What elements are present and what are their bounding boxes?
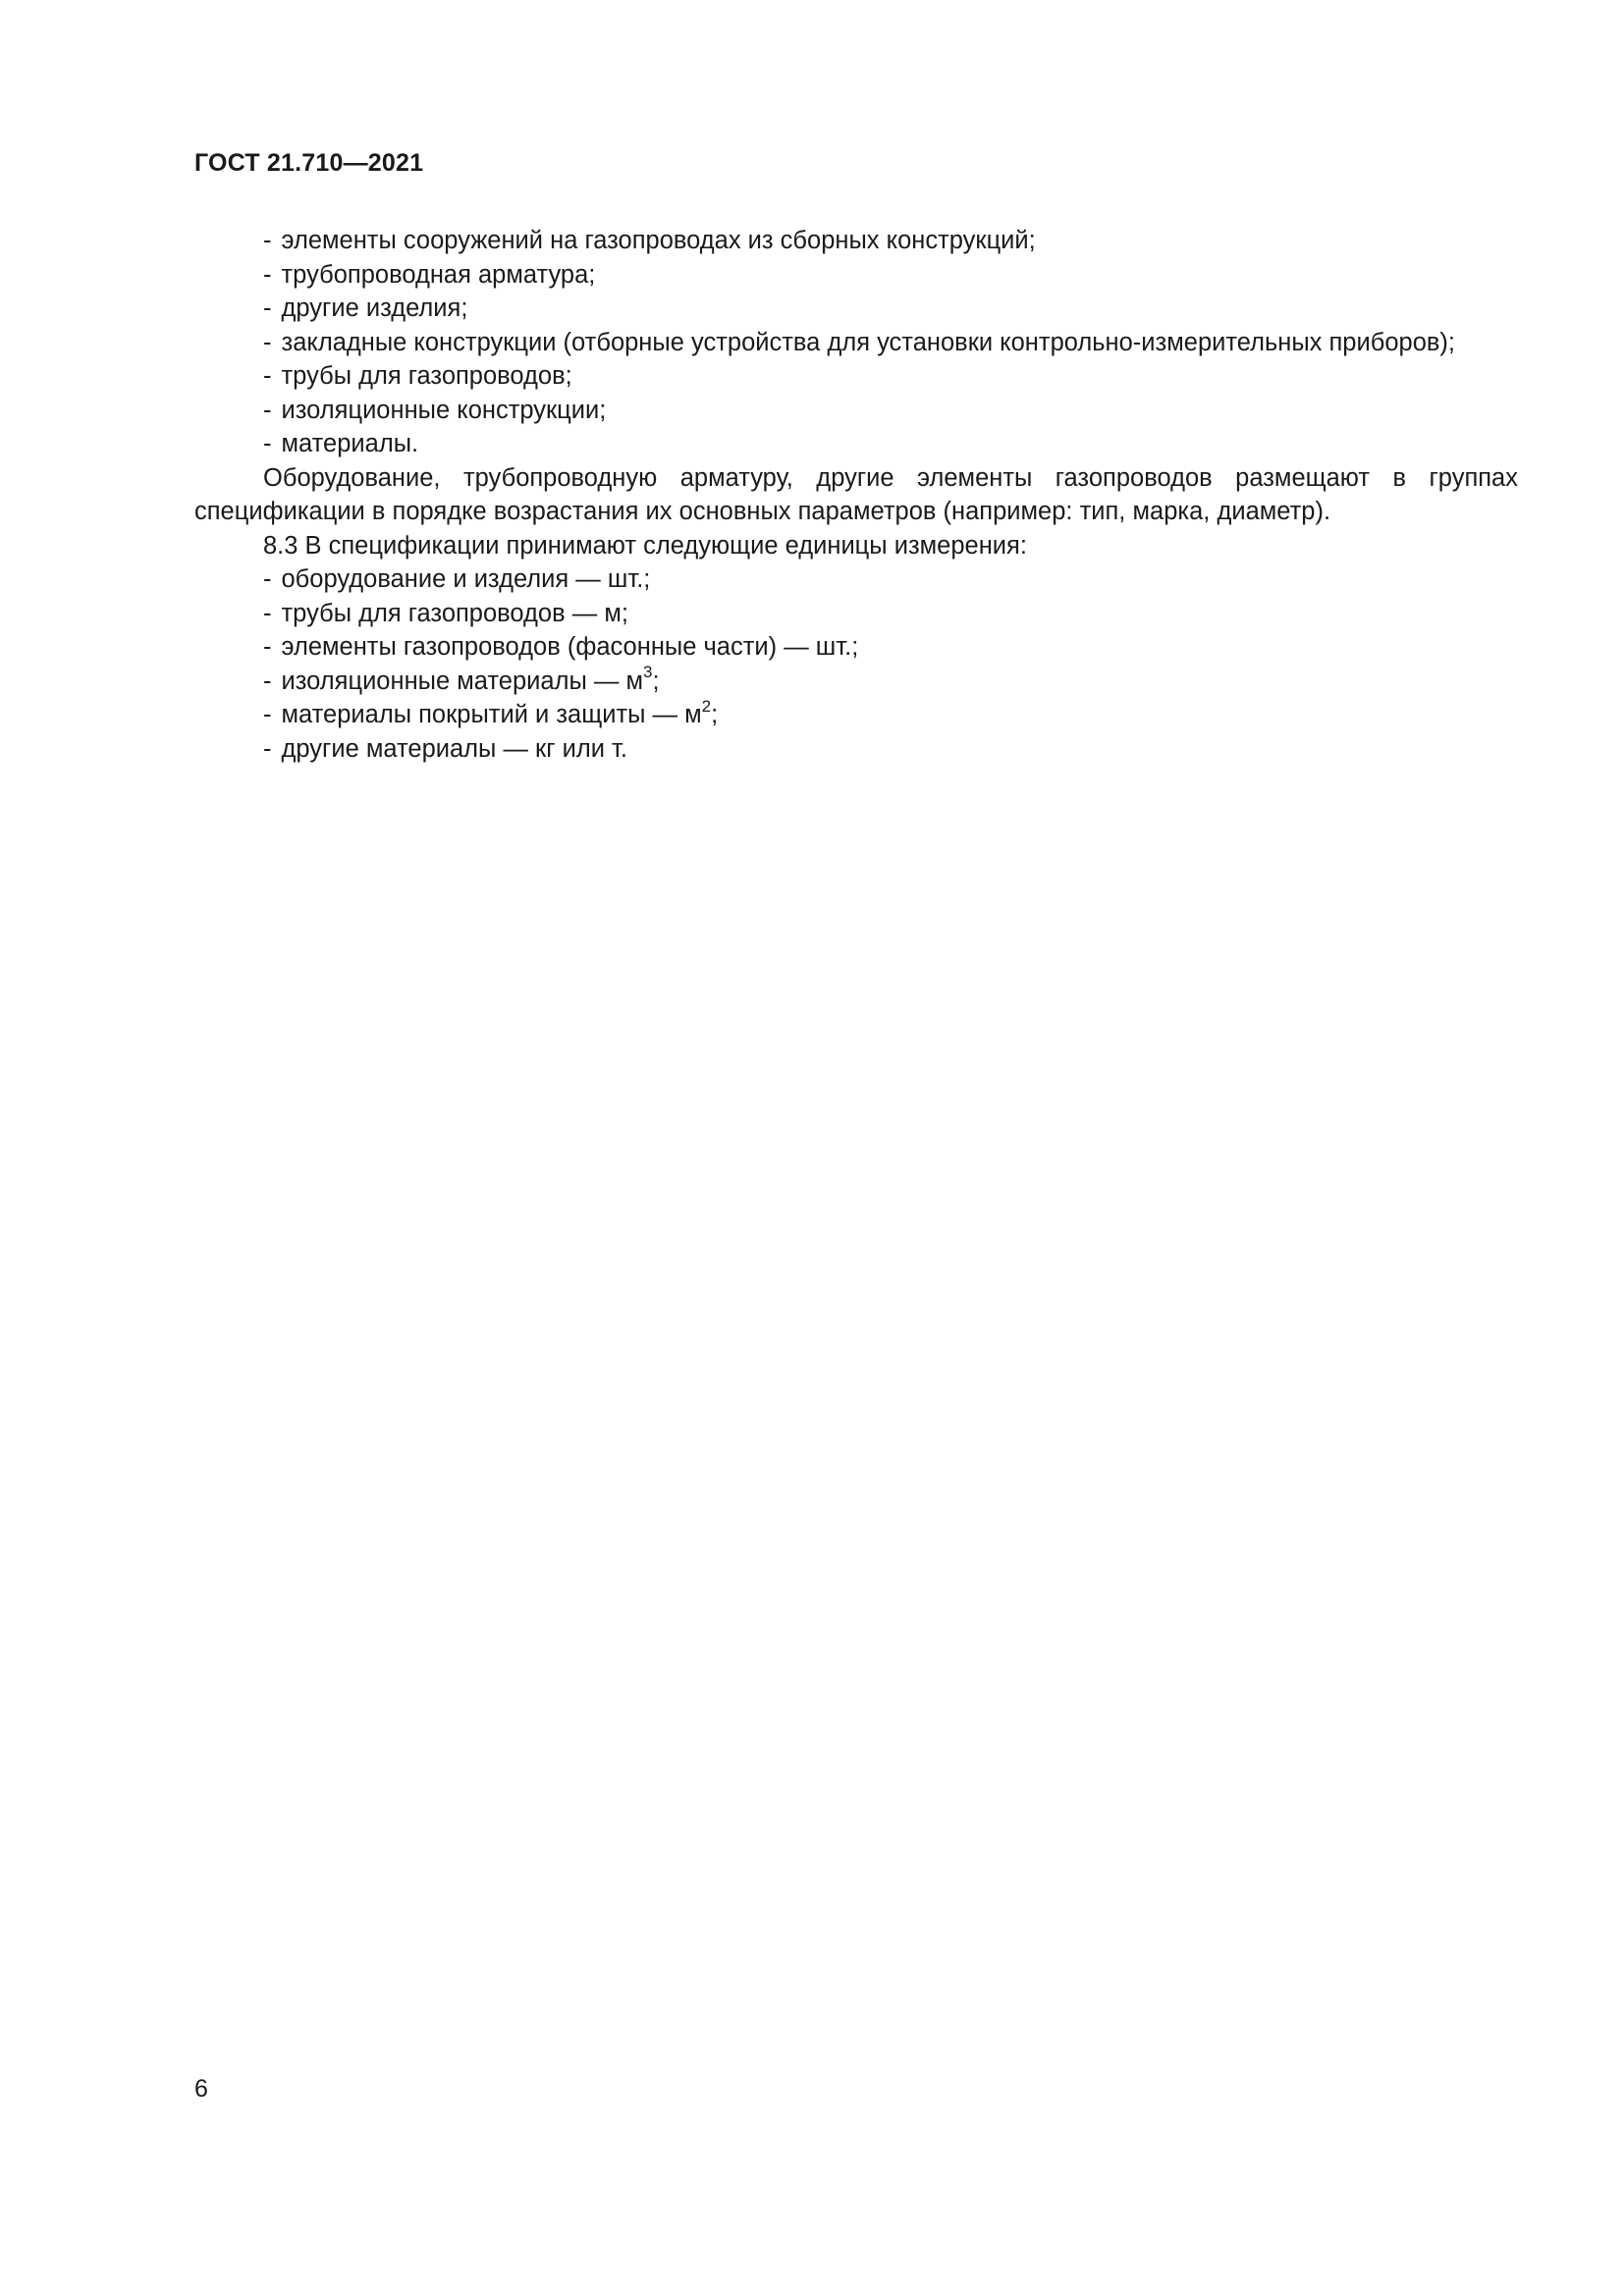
list-item: - оборудование и изделия — шт.; [263,565,651,593]
document-header: ГОСТ 21.710—2021 [194,149,424,177]
list-item: - материалы. [263,430,419,457]
list-item: - другие изделия; [263,294,468,322]
list-item: - закладные конструкции (отборные устройства для установки контрольно-измерительных приборов); [263,328,1456,356]
paragraph: Оборудование, трубопроводную арматуру, другие элементы газопроводов размещают в группах спецификации в порядке возрастания их основных параметров (например: тип, марка, диаметр). [194,463,1518,525]
list-item: - трубы для газопроводов — м; [263,599,628,627]
list-item: - трубопроводная арматура; [263,260,596,289]
list-item: - материалы покрытий и защиты — $м^2$; [263,696,719,728]
list-item: - трубы для газопроводов; [263,362,572,390]
list-item: - другие материалы — кг или т. [263,734,627,763]
list-item: - элементы газопроводов (фасонные части) — шт.; [263,633,859,661]
list-item: - элементы сооружений на газопроводах из сборных конструкций; [263,227,1036,254]
clause-heading: 8.3 В спецификации принимают следующие единицы измерения: [263,531,1027,560]
document-body [194,224,1518,766]
list-item: - изоляционные конструкции; [263,396,607,424]
page-number: 6 [194,2075,208,2103]
list-item: - изоляционные материалы — $м^3$; [263,663,660,695]
